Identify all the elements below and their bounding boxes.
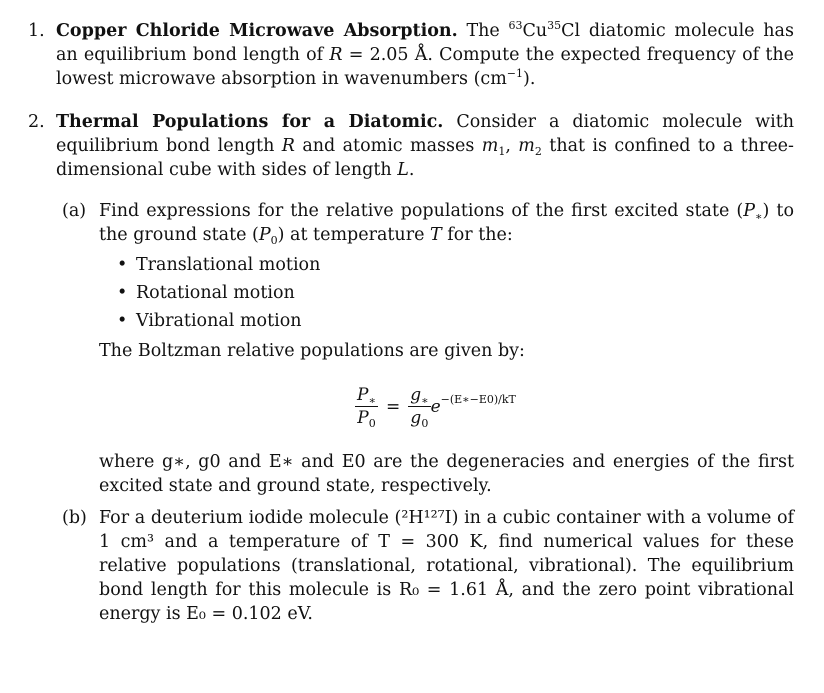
list-item-text: Translational motion: [136, 255, 321, 275]
problem-text: .: [408, 160, 415, 180]
formula-explanation: where g∗, g0 and E∗ and E0 are the degeneracies and energies of the first excited state and ground state, respectively.: [99, 452, 794, 496]
list-item-text: Vibrational motion: [136, 311, 302, 331]
part-body: For a deuterium iodide molecule (²H¹²⁷I) in a cubic container with a volume of 1 cm³ and a temperature of T = 300 K, find numerical values for these relative populations (translational, rotational, vibrational). The equilibrium bond length for this molecule is R₀ = 1.61 Å, and the zero point vibrational energy is E₀ = 0.102 eV.: [99, 508, 794, 624]
unit-exponent: −1: [506, 67, 524, 80]
math-subscript: ∗: [421, 394, 429, 407]
element-symbol: Cl: [561, 21, 581, 41]
bullet-icon: •: [117, 255, 128, 275]
list-item-text: Rotational motion: [136, 283, 295, 303]
math-variable: L: [397, 160, 409, 180]
part-a: [62, 199, 794, 363]
math-variable: P: [743, 201, 756, 221]
problem-text: that is confined to a three-dimensional cube with sides of length: [56, 136, 794, 180]
part-label: (a): [62, 201, 87, 221]
math-variable: R: [281, 136, 295, 156]
problem-1: [28, 19, 794, 91]
boltzmann-intro: The Boltzman relative populations are given by:: [99, 341, 525, 361]
problem-body: [56, 19, 794, 91]
math-variable: g: [410, 385, 422, 405]
bullet-icon: •: [117, 311, 128, 331]
equals-sign: =: [385, 396, 401, 417]
math-variable: T: [430, 225, 442, 245]
math-subscript: 1: [498, 145, 506, 158]
fraction-degeneracies: [408, 384, 430, 429]
math-variable: P: [357, 408, 369, 428]
math-subscript: 0: [368, 417, 376, 430]
math-variable: m: [481, 136, 499, 156]
problem-title: Copper Chloride Microwave Absorption.: [56, 21, 458, 41]
list-item: [99, 253, 794, 281]
part-label: (b): [62, 508, 87, 528]
question-text: Find expressions for the relative populations of the first excited state (: [99, 201, 744, 221]
element-symbol: Cu: [522, 21, 548, 41]
problem-text: The: [466, 21, 500, 41]
math-variable: P: [357, 385, 369, 405]
problem-text: and atomic masses: [302, 136, 475, 156]
problem-2: [28, 110, 794, 182]
math-subscript: ∗: [368, 394, 376, 407]
list-item: [99, 309, 794, 337]
math-variable: g: [410, 408, 422, 428]
boltzmann-formula: [355, 384, 516, 429]
bullet-icon: •: [117, 283, 128, 303]
math-subscript: ∗: [755, 210, 763, 223]
problem-text: = 2.05 Å. Compute the expected frequency of the lowest microwave absorption in wavenumbers (cm: [56, 45, 794, 89]
list-item: [99, 281, 794, 309]
isotope-mass: 63: [508, 19, 523, 32]
problem-number: 2.: [28, 112, 45, 132]
math-subscript: 0: [270, 234, 278, 247]
problem-text: Consider a diatomic molecule with equilibrium bond length: [56, 112, 794, 156]
question-text: ) to the ground state (: [99, 201, 794, 245]
math-variable: e: [430, 396, 441, 417]
question-text: ) at temperature: [277, 225, 425, 245]
motion-list: [99, 253, 794, 337]
problem-number: 1.: [28, 21, 45, 41]
part-body: [99, 199, 794, 363]
math-variable: P: [258, 225, 271, 245]
math-exponent: −(E∗−E0)/kT: [440, 392, 516, 406]
problem-body: Thermal Populations for a Diatomic. Consider a diatomic molecule with equilibrium bond length R and atomic masses $m_1$, $m_2$ that is confined to a three-dimensional cube with sides of length L.: [56, 112, 794, 180]
isotope-mass: 35: [547, 19, 562, 32]
exponential-term: [430, 392, 516, 417]
fraction-populations: [355, 384, 378, 429]
problem-text: ).: [523, 69, 536, 89]
math-variable: m: [518, 136, 535, 156]
math-subscript: 0: [421, 417, 429, 430]
question-text: for the:: [447, 225, 513, 245]
math-subscript: 2: [534, 145, 542, 158]
problem-title: Thermal Populations for a Diatomic.: [56, 112, 444, 132]
part-a-question: [99, 199, 794, 247]
math-variable: R: [329, 45, 343, 65]
problem-text: diatomic molecule has an equilibrium bond length of: [56, 21, 794, 65]
part-b: [62, 506, 794, 626]
